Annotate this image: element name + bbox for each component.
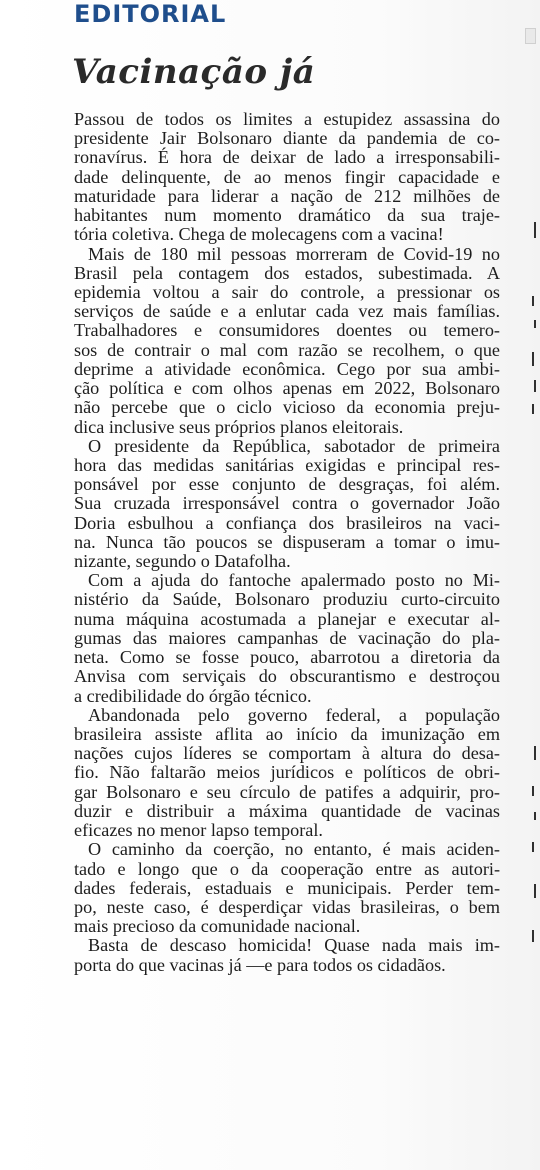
headline: Vacinação já [72, 52, 316, 92]
adjacent-column-fragment [532, 404, 534, 414]
article-line: Com a ajuda do fantoche apalermado posto no Mi- [88, 570, 500, 591]
article-line: porta do que vacinas já —e para todos os cidadãos. [74, 954, 446, 975]
article-line: maturidade para liderar a nação de 212 milhões de [74, 185, 500, 206]
article-line: gumas das maiores campanhas de vacinação do pla- [74, 627, 500, 648]
article-line: Passou de todos os limites a estupidez assassina do [74, 109, 500, 129]
article-line: Brasil pela contagem dos estados, subestimada. A [74, 262, 500, 283]
article-line: serviços de saúde e a enlutar cada vez mais famílias. [74, 301, 500, 322]
article-line: neta. Como se fosse pouco, abarrotou a diretoria da [74, 647, 500, 668]
adjacent-column-fragment [532, 352, 534, 366]
article-line: nações cujos líderes se comportam à altura do desa- [74, 743, 500, 764]
article-line: Anvisa com serviçais do obscurantismo e destroçou [74, 666, 500, 687]
adjacent-column-fragment [534, 320, 536, 328]
adjacent-column-fragment [534, 812, 536, 820]
article-line: numa máquina acostumada a planejar e executar al- [74, 608, 500, 629]
article-line: presidente Jair Bolsonaro diante da pandemia de co- [74, 128, 500, 149]
article-line: dades federais, estaduais e municipais. Perder tem- [74, 877, 500, 898]
article-line: na. Nunca tão poucos se dispuseram a tomar o imu- [74, 531, 500, 552]
article-line: duzir e distribuir a máxima quantidade de vacinas [74, 800, 500, 821]
article-line: ção política e com olhos apenas em 2022, Bolsonaro [74, 378, 500, 399]
article-line: eficazes no menor lapso temporal. [74, 820, 323, 841]
adjacent-column-fragment [532, 786, 534, 796]
article-line: gar Bolsonaro e seu círculo de patifes a adquirir, pro- [74, 781, 500, 802]
adjacent-column-edge [526, 0, 540, 1170]
article-line: dade delinquente, de ao menos fingir capacidade e [74, 166, 500, 187]
article-line: Sua cruzada irresponsável contra o governador João [74, 493, 500, 514]
article-line: tória coletiva. Chega de molecagens com a vacina! [74, 224, 444, 245]
article-line: O presidente da República, sabotador de primeira [88, 435, 500, 456]
article-line: dica inclusive seus próprios planos eleitorais. [74, 416, 404, 437]
article-line: Basta de descaso homicida! Quase nada mais im- [88, 935, 500, 956]
adjacent-column-fragment [532, 296, 534, 306]
article-body [74, 110, 500, 975]
article-line: nizante, segundo o Datafolha. [74, 551, 291, 572]
article-line: brasileira assiste aflita ao início da imunização em [74, 724, 500, 744]
adjacent-column-fragment [534, 746, 536, 760]
page-corner-mark [525, 28, 536, 44]
adjacent-column-fragment [534, 222, 536, 238]
article-line: ponsável por esse conjunto de desgraças, foi além. [74, 474, 500, 495]
adjacent-column-fragment [532, 842, 534, 852]
article-line: ronavírus. É hora de deixar de lado a irresponsabili- [74, 147, 500, 168]
article-line: Trabalhadores e consumidores doentes ou temero- [74, 320, 500, 341]
adjacent-column-fragment [534, 884, 536, 898]
article-line: fio. Não faltarão meios jurídicos e políticos de obri- [74, 762, 500, 783]
article-line: hora das medidas sanitárias exigidas e principal res- [74, 454, 500, 475]
article-line: a credibilidade do órgão técnico. [74, 685, 312, 706]
article-line: po, neste caso, é desperdiçar vidas brasileiras, o bem [74, 896, 500, 917]
adjacent-column-fragment [532, 930, 534, 942]
article-line: deprime a atividade econômica. Cego por sua ambi- [74, 358, 500, 379]
article-line: O caminho da coerção, no entanto, é mais aciden- [88, 839, 500, 860]
article-line: sos de contrair o mal com razão se recolhem, o que [74, 339, 500, 360]
article-line: Abandonada pelo governo federal, a população [88, 704, 500, 725]
article-line: habitantes num momento dramático da sua traje- [74, 205, 500, 226]
article-line: Mais de 180 mil pessoas morreram de Covid-19 no [88, 243, 500, 264]
section-label: EDITORIAL [74, 0, 227, 28]
article-line: mais precioso da comunidade nacional. [74, 916, 361, 937]
article-line: nistério da Saúde, Bolsonaro produziu curto-circuito [74, 589, 500, 610]
article-line: tado e longo que o da cooperação entre as autori- [74, 858, 500, 879]
article-line: epidemia voltou a sair do controle, a pressionar os [74, 281, 500, 302]
article-line: Doria esbulhou a confiança dos brasileiros na vaci- [74, 512, 500, 533]
adjacent-column-fragment [534, 380, 536, 392]
article-line: não percebe que o ciclo vicioso da economia preju- [74, 397, 500, 418]
